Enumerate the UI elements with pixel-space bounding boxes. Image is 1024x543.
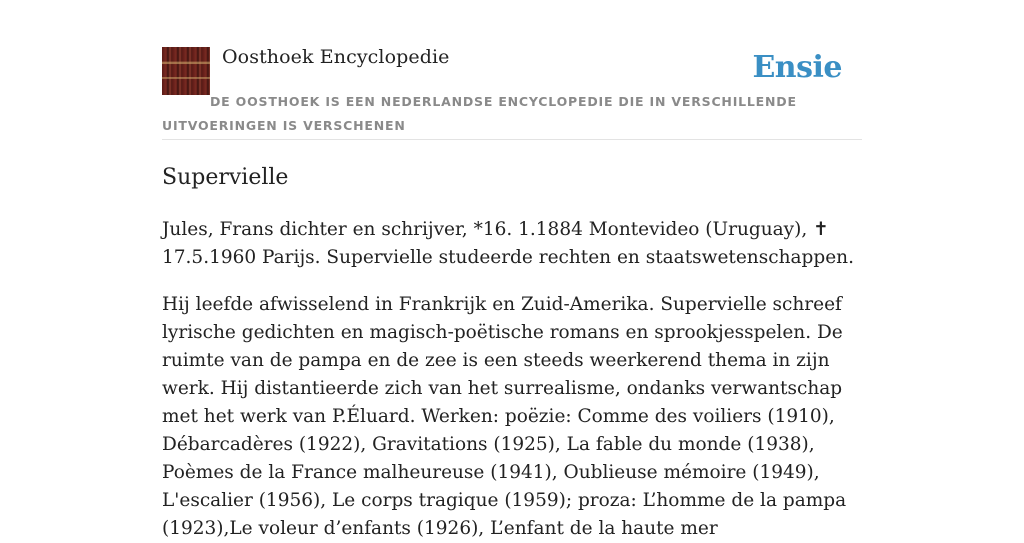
article-paragraph-1: Jules, Frans dichter en schrijver, *16. 1.1884 Montevideo (Uruguay), ✝ 17.5.1960 Parijs. Supervielle studeerde rechten en staatswetenschappen. — [162, 219, 854, 268]
site-avatar-icon[interactable] — [162, 47, 210, 95]
books-image — [162, 47, 210, 95]
site-title[interactable]: Oosthoek Encyclopedie — [222, 46, 450, 68]
site-header — [162, 0, 862, 140]
article — [162, 160, 882, 539]
article-title: Supervielle — [162, 165, 289, 190]
site-tagline: DE OOSTHOEK IS EEN NEDERLANDSE ENCYCLOPEDIE DIE IN VERSCHILLENDE UITVOERINGEN IS VERSCHENEN — [162, 94, 797, 133]
article-paragraph-2: Hij leefde afwisselend in Frankrijk en Zuid-Amerika. Supervielle schreef lyrische gedichten en magisch-poëtische romans en sprookjesspelen. De ruimte van de pampa en de zee is een steeds weerkerend thema in zijn werk. Hij distantieerde zich van het surrealisme, ondanks verwantschap met het werk van P.Éluard. Werken: poëzie: Comme des voiliers (1910), Débarcadères (1922), Gravitations (1925), La fable du monde (1938), Poèmes de la France malheureuse (1941), Oublieuse mémoire (1949), L'escalier (1956), Le corps tragique (1959); proza: L’homme de la pampa (1923),Le voleur d’enfants (1926), L’enfant de la haute mer — [162, 294, 847, 539]
header-divider — [162, 139, 862, 140]
brand-logo[interactable]: Ensie — [752, 50, 842, 85]
